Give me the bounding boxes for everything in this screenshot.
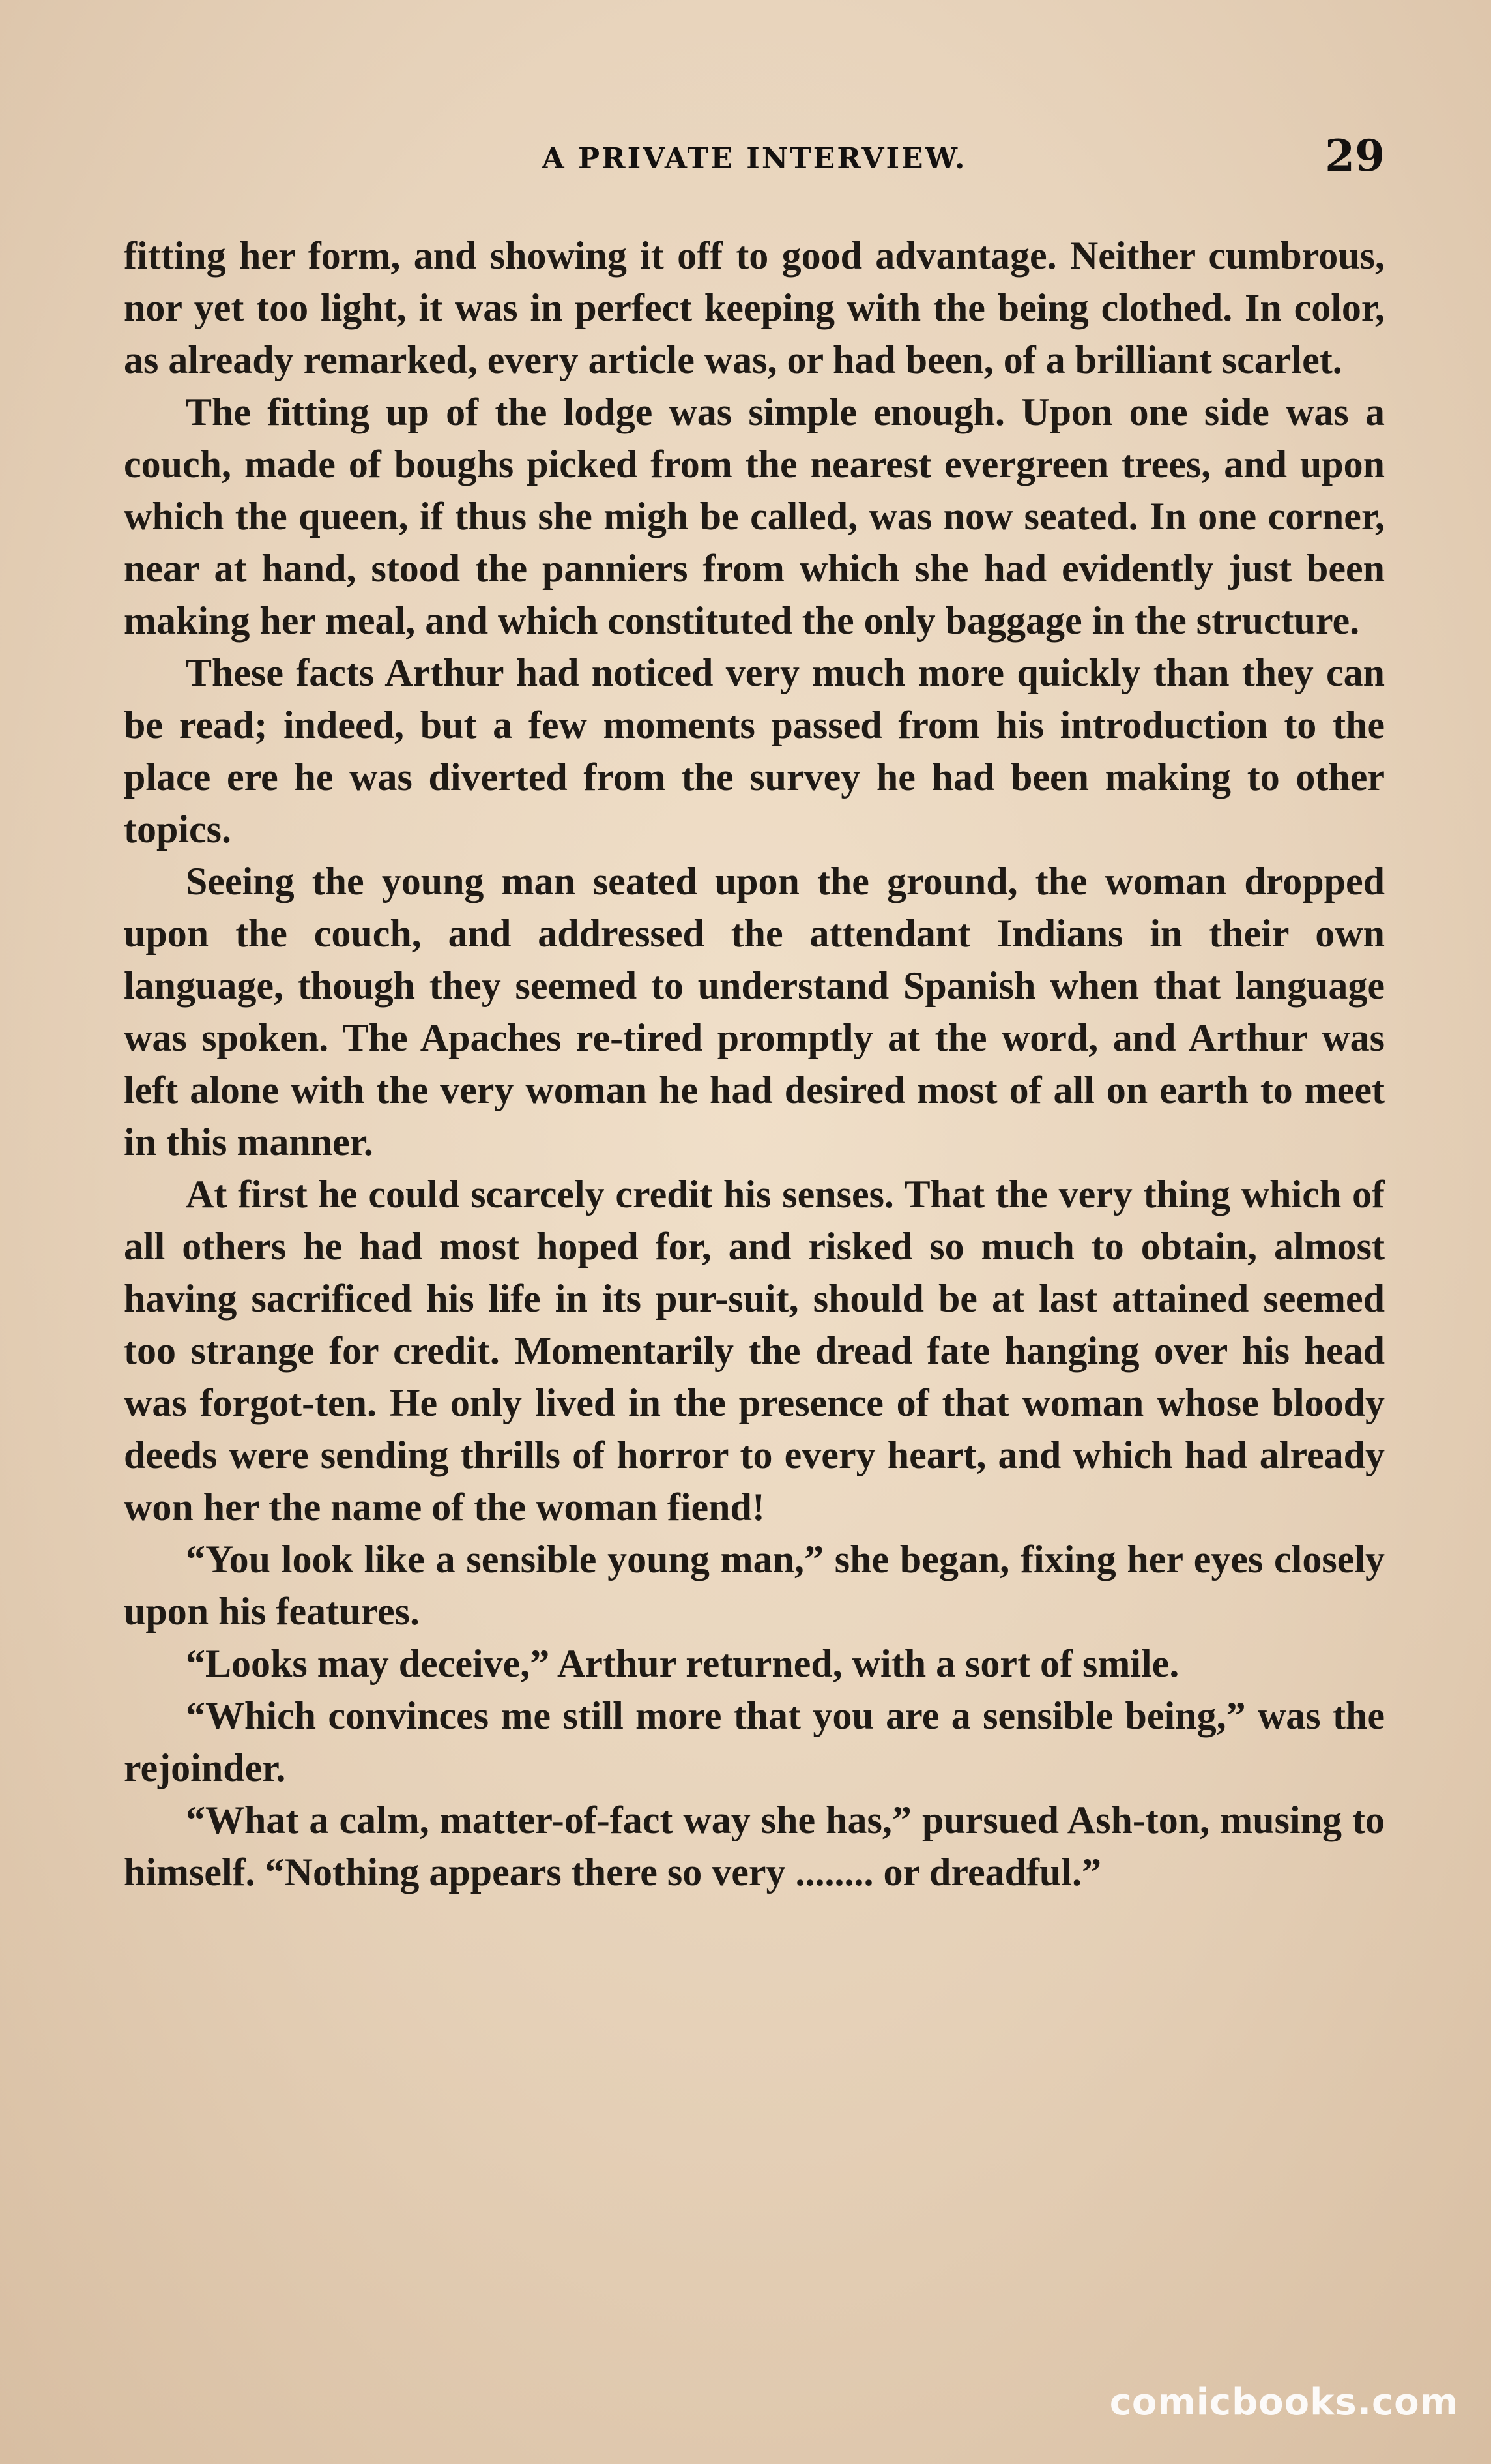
paragraph: These facts Arthur had noticed very much more quickly than they can be read; indeed, but a few moments passed from his introduction to the place ere he was diverted from the survey he had been making to other topics. <box>124 651 1385 851</box>
watermark-text: comicbooks.com <box>1109 2381 1458 2424</box>
running-title: A PRIVATE INTERVIEW. <box>542 142 967 175</box>
running-head <box>124 130 1385 189</box>
paragraph: At first he could scarcely credit his senses. That the very thing which of all others he had most hoped for, and risked so much to obtain, almost having sacrificed his life in its pur-suit, should be at last attained seemed too strange for credit. Momentarily the dread fate hanging over his head was forgot-ten. He only lived in the presence of that woman whose bloody deeds were sending thrills of horror to every heart, and which had already won her the name of the woman fiend! <box>124 1173 1385 1529</box>
paragraph: The fitting up of the lodge was simple enough. Upon one side was a couch, made of boughs picked from the nearest evergreen trees, and upon which the queen, if thus she migh be called, was now seated. In one corner, near at hand, stood the panniers from which she had evidently just been making her meal, and which constituted the only baggage in the structure. <box>124 390 1385 642</box>
body-text <box>124 229 1385 1898</box>
paragraph: “Looks may deceive,” Arthur returned, with a sort of smile. <box>186 1642 1180 1685</box>
paragraph: Seeing the young man seated upon the ground, the woman dropped upon the couch, and addressed the attendant Indians in their own language, though they seemed to understand Spanish when that language was spoken. The Apaches re-tired promptly at the word, and Arthur was left alone with the very woman he had desired most of all on earth to meet in this manner. <box>124 860 1385 1164</box>
page-number: 29 <box>1325 130 1385 181</box>
paragraph: “You look like a sensible young man,” she began, fixing her eyes closely upon his features. <box>124 1538 1385 1633</box>
paragraph: “What a calm, matter-of-fact way she has,” pursued Ash-ton, musing to himself. “Nothing appears there so very ........ or dreadful.” <box>124 1798 1385 1894</box>
paragraph: “Which convinces me still more that you are a sensible being,” was the rejoinder. <box>124 1694 1385 1789</box>
paragraph: fitting her form, and showing it off to good advantage. Neither cumbrous, nor yet too light, it was in perfect keeping with the being clothed. In color, as already remarked, every article was, or had been, of a brilliant scarlet. <box>124 234 1385 381</box>
